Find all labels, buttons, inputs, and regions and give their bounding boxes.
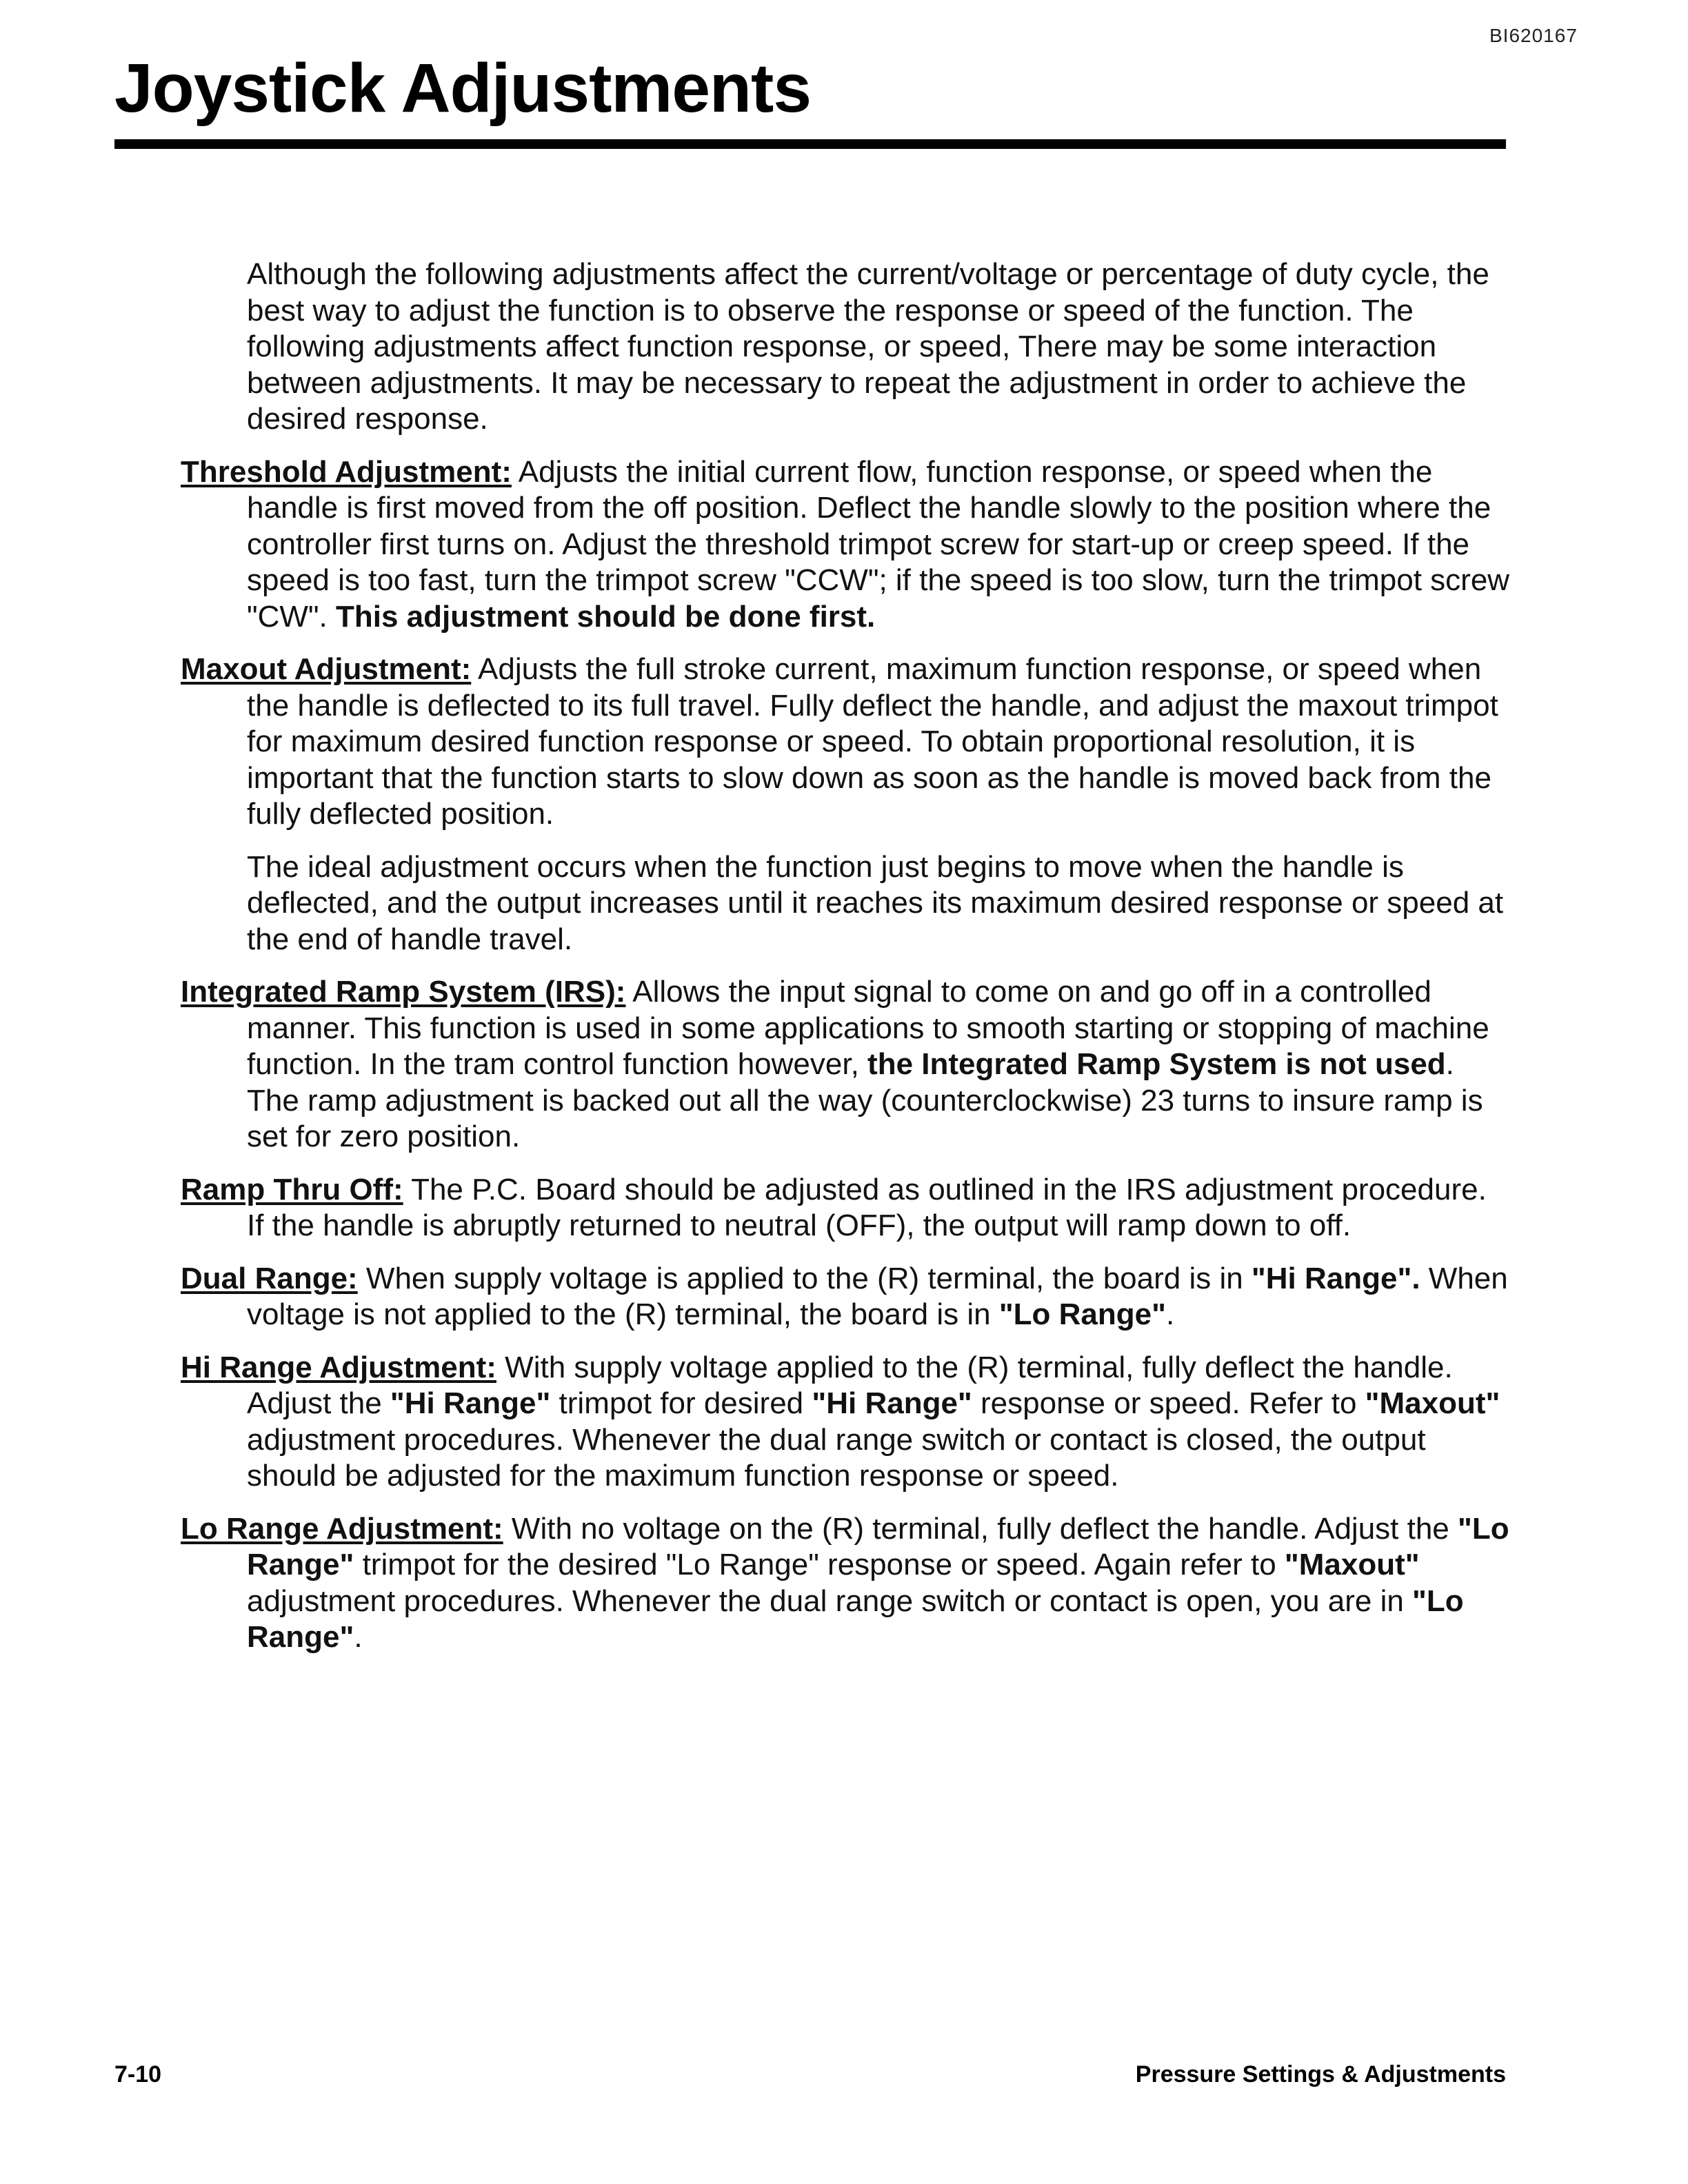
irs-bold: the Integrated Ramp System is not used	[867, 1047, 1446, 1081]
page-number: 7-10	[114, 2061, 162, 2087]
ramp-thru-off-text: The P.C. Board should be adjusted as outlined in the IRS adjustment procedure. If the handle is abruptly returned to neutral (OFF), the output will ramp down to off.	[247, 1172, 1487, 1242]
threshold-bold: This adjustment should be done first.	[336, 599, 876, 634]
maxout-text: Adjusts the full stroke current, maximum function response, or speed when the handle is deflected to its full travel. Fully deflect the handle, and adjust the maxout trimpot for maximum desired function response or speed. To obtain proportional resolution, it is important that the function starts to slow down as soon as the handle is moved back from the fully deflected position.	[247, 652, 1498, 831]
irs-text-2: . The ramp adjustment is backed out all the way (counterclockwise) 23 turns to insure ramp is set for zero position.	[247, 1047, 1483, 1153]
document-id: BI620167	[1489, 25, 1578, 46]
hi-range-bold-3: "Maxout"	[1365, 1386, 1500, 1420]
hi-range-paragraph	[181, 1350, 1511, 1495]
lo-range-bold-3: "Lo Range"	[247, 1584, 1464, 1654]
irs-text-1: Allows the input signal to come on and go off in a controlled manner. This function is used in some applications to smooth starting or stopping of machine function. In the tram control function however,	[247, 975, 1489, 1081]
irs-term: Integrated Ramp System (IRS):	[181, 975, 626, 1009]
lo-range-paragraph	[181, 1511, 1511, 1656]
dual-range-paragraph	[181, 1261, 1511, 1333]
dual-range-bold-1: "Hi Range".	[1251, 1261, 1420, 1295]
hi-range-text-4: adjustment procedures. Whenever the dual range switch or contact is closed, the output should be adjusted for the maximum function response or speed.	[247, 1422, 1426, 1493]
lo-range-term: Lo Range Adjustment:	[181, 1511, 503, 1546]
dual-range-text-3: .	[1165, 1297, 1175, 1331]
hi-range-text-3: response or speed. Refer to	[972, 1386, 1365, 1420]
body-content	[181, 256, 1511, 1672]
maxout-term: Maxout Adjustment:	[181, 652, 472, 686]
maxout-ideal-paragraph: The ideal adjustment occurs when the function just begins to move when the handle is deflected, and the output increases until it reaches its maximum desired response or speed at the end of handle travel.	[247, 849, 1504, 956]
irs-paragraph	[181, 974, 1511, 1155]
lo-range-text-3: adjustment procedures. Whenever the dual range switch or contact is open, you are in	[247, 1584, 1413, 1618]
hi-range-bold-2: "Hi Range"	[812, 1386, 972, 1420]
intro-paragraph: Although the following adjustments affect the current/voltage or percentage of duty cycle, the best way to adjust the function is to observe the response or speed of the function. The following adjustments affect function response, or speed, There may be some interaction between adjustments. It may be necessary to repeat the adjustment in order to achieve the desired response.	[247, 257, 1489, 436]
threshold-paragraph	[181, 454, 1511, 636]
title-rule	[114, 139, 1506, 149]
hi-range-term: Hi Range Adjustment:	[181, 1350, 496, 1384]
hi-range-bold-1: "Hi Range"	[390, 1386, 551, 1420]
threshold-term: Threshold Adjustment:	[181, 454, 512, 489]
lo-range-bold-2: "Maxout"	[1284, 1548, 1420, 1581]
footer-section-name: Pressure Settings & Adjustments	[1135, 2061, 1506, 2087]
dual-range-text-1: When supply voltage is applied to the (R) terminal, the board is in	[357, 1261, 1252, 1295]
ramp-thru-off-paragraph	[181, 1172, 1511, 1244]
page-title: Joystick Adjustments	[114, 50, 811, 127]
lo-range-bold-1: "Lo Range"	[247, 1511, 1509, 1581]
maxout-paragraph	[181, 651, 1511, 833]
lo-range-text-1: With no voltage on the (R) terminal, fully deflect the handle. Adjust the	[503, 1511, 1458, 1546]
ramp-thru-off-term: Ramp Thru Off:	[181, 1172, 403, 1206]
hi-range-text-2: trimpot for desired	[550, 1386, 812, 1420]
hi-range-text-1: With supply voltage applied to the (R) terminal, fully deflect the handle. Adjust the	[247, 1350, 1453, 1420]
lo-range-text-4: .	[354, 1620, 363, 1654]
dual-range-term: Dual Range:	[181, 1261, 358, 1295]
dual-range-bold-2: "Lo Range"	[998, 1297, 1166, 1331]
dual-range-text-2: When voltage is not applied to the (R) terminal, the board is in	[247, 1261, 1508, 1331]
lo-range-text-2: trimpot for the desired "Lo Range" response or speed. Again refer to	[354, 1548, 1285, 1581]
threshold-text: Adjusts the initial current flow, function response, or speed when the handle is first moved from the off position. Deflect the handle slowly to the position where the controller first turns on. Adjust the threshold trimpot screw for start-up or creep speed. If the speed is too fast, turn the trimpot screw "CCW"; if the speed is too slow, turn the trimpot screw "CW".	[247, 454, 1510, 634]
